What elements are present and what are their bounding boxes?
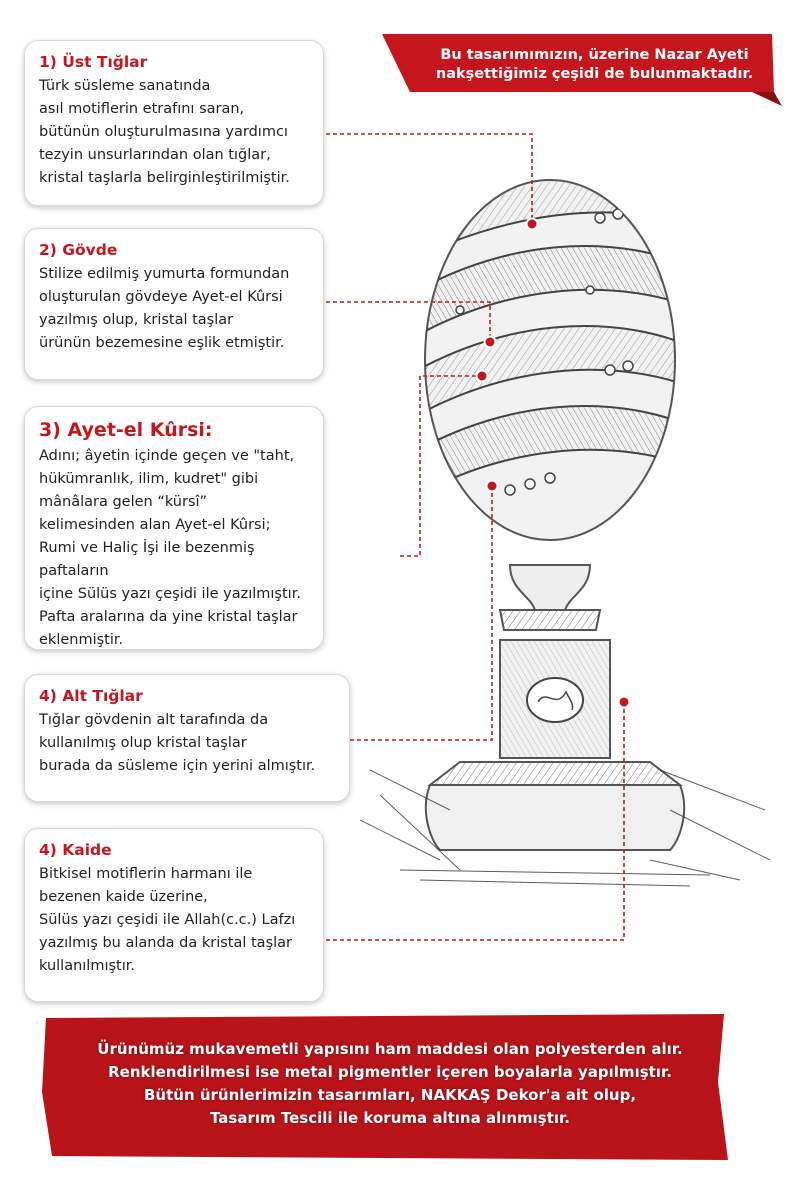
marker-dot	[477, 371, 488, 382]
card-title: 2) Gövde	[39, 241, 118, 259]
marker-dot	[527, 219, 538, 230]
bottom-info-banner	[40, 1012, 730, 1162]
marker-dot	[619, 697, 630, 708]
marker-dot	[487, 481, 498, 492]
card-title: 1) Üst Tığlar	[39, 53, 148, 71]
marker-dot	[485, 337, 496, 348]
card-body: Bitkisel motiflerin harmanı ile bezenen kaide üzerine, Sülüs yazı çeşidi ile Allah(c.c.) Lafzı yazılmış bu alanda da kristal taşlar kullanılmıştır.	[39, 866, 296, 974]
card-body: Türk süsleme sanatında asıl motiflerin etrafını saran, bütünün oluşturulmasına yardımcı tezyin unsurlarından olan tığlar, kristal taşlarla belirginleştirilmiştir.	[39, 78, 290, 186]
card-title: 4) Alt Tığlar	[39, 687, 143, 705]
bottom-banner-text: Ürünümüz mukavemetli yapısını ham maddesi olan polyesterden alır. Renklendirilmesi ise metal pigmentler içeren boyalarla yapılmıştır. Bütün ürünlerimizin tasarımları, NAKKAŞ Dekor'a ait olup, Tasarım Tescili ile koruma altına alınmıştır.	[97, 1040, 683, 1127]
card-body: Adını; âyetin içinde geçen ve "taht, hükümranlık, ilim, kudret" gibi mânâlara gelen “kürsî” kelimesinden alan Ayet-el Kûrsi; Rumi ve Haliç İşi ile bezenmiş paftaların içine Sülüs yazı çeşidi ile yazılmıştır. Pafta aralarına da yine kristal taşlar eklenmiştir.	[39, 448, 301, 648]
top-banner-text: Bu tasarımımızın, üzerine Nazar Ayeti nakşettiğimiz çeşidi de bulunmaktadır.	[435, 47, 754, 82]
card-title: 4) Kaide	[39, 841, 112, 859]
card-body: Stilize edilmiş yumurta formundan oluşturulan gövdeye Ayet-el Kûrsi yazılmış olup, kristal taşlar ürünün bezemesine eşlik etmiştir.	[39, 266, 290, 351]
card-title: 3) Ayet-el Kûrsi:	[39, 419, 213, 441]
card-body: Tığlar gövdenin alt tarafında da kullanılmış olup kristal taşlar burada da süsleme için yerini almıştır.	[39, 712, 316, 774]
